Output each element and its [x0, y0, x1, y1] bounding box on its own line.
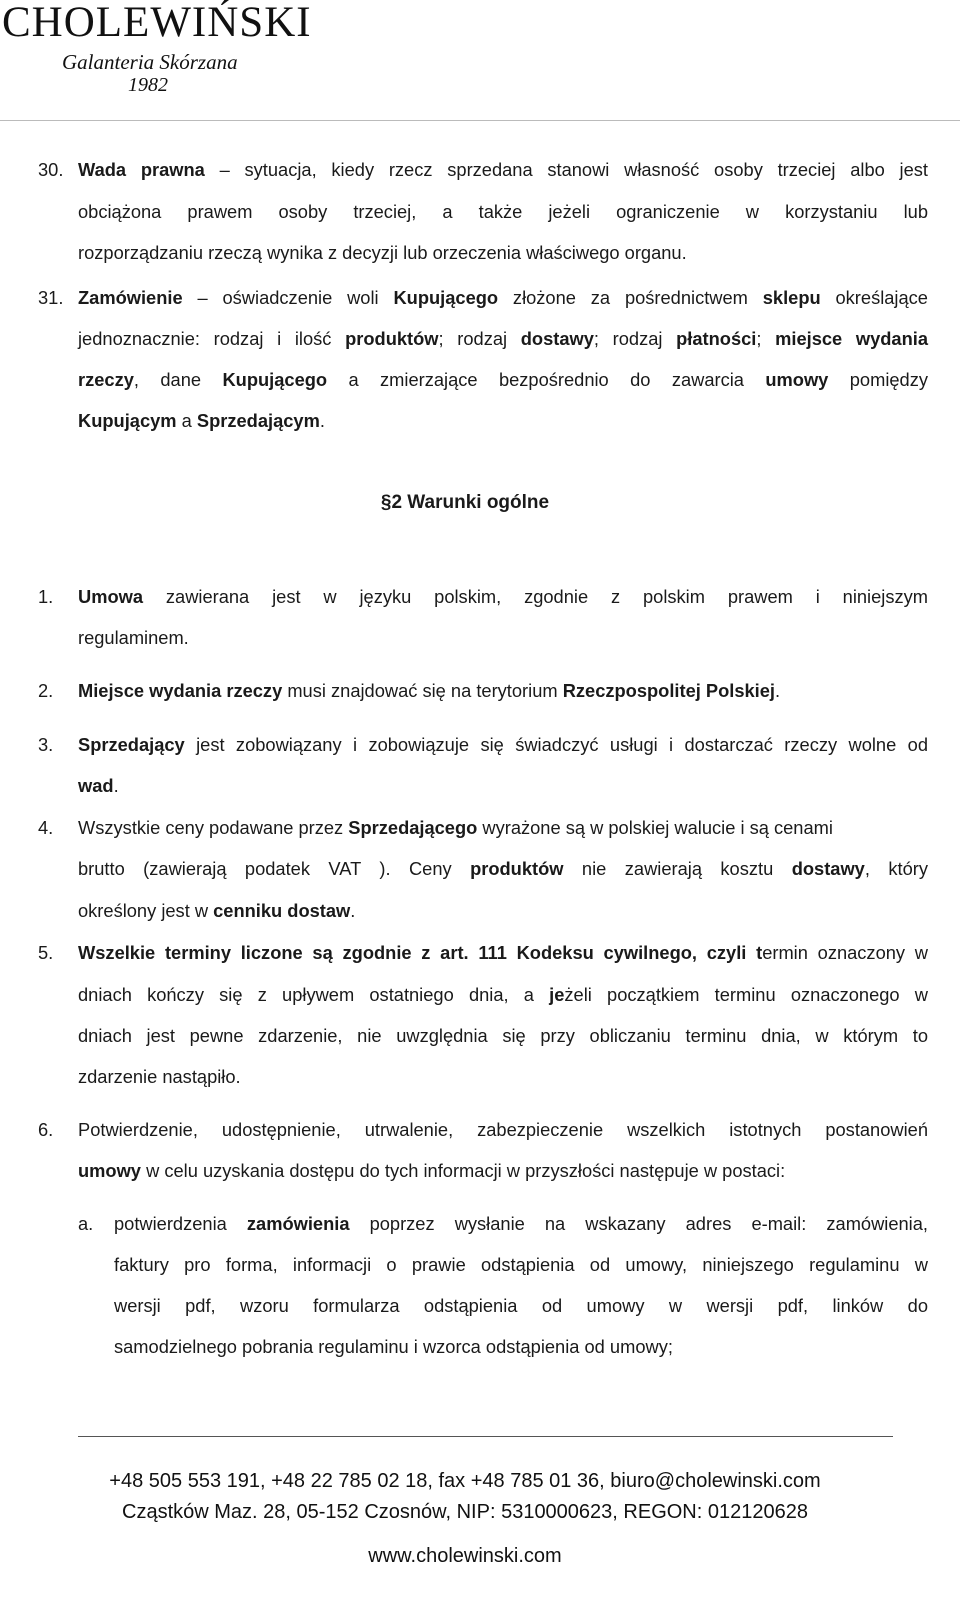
company-logo — [0, 0, 320, 100]
item-number: 1. — [38, 586, 54, 607]
text-line: Sprzedający jest zobowiązany i zobowiązuje się świadczyć usługi i dostarczać rzeczy wolne od — [78, 734, 928, 755]
text-line: faktury pro forma, informacji o prawie odstąpienia od umowy, niniejszego regulaminu w — [114, 1254, 928, 1275]
text-line: rzeczy, dane Kupującego a zmierzające bezpośrednio do zawarcia umowy pomiędzy — [78, 369, 928, 390]
item-number: 31. — [38, 287, 64, 308]
text-line: rozporządzaniu rzeczą wynika z decyzji lub orzeczenia właściwego organu. — [78, 242, 687, 263]
footer-address: Cząstków Maz. 28, 05-152 Czosnów, NIP: 5310000623, REGON: 012120628 — [122, 1501, 808, 1523]
text-line: Potwierdzenie, udostępnienie, utrwalenie, zabezpieczenie wszelkich istotnych postanowień — [78, 1119, 928, 1140]
text-line: określony jest w cenniku dostaw. — [78, 900, 356, 921]
logo-brand: CHOLEWIŃSKI — [2, 0, 312, 46]
section-title: §2 Warunki ogólne — [380, 492, 550, 513]
text-line: jednoznacznie: rodzaj i ilość produktów; rodzaj dostawy; rodzaj płatności; miejsce wydania — [78, 328, 929, 349]
text-line: zdarzenie nastąpiło. — [78, 1066, 241, 1087]
item-number: 2. — [38, 680, 54, 701]
logo-subtitle: Galanteria Skórzana — [62, 50, 238, 74]
item-number: 30. — [38, 159, 64, 180]
footer-contact: +48 505 553 191, +48 22 785 02 18, fax +48 785 01 36, biuro@cholewinski.com — [109, 1470, 821, 1492]
item-number: 6. — [38, 1119, 54, 1140]
text-line: umowy w celu uzyskania dostępu do tych informacji w przyszłości następuje w postaci: — [78, 1160, 786, 1181]
text-line: wad. — [78, 775, 119, 796]
text-line: dniach kończy się z upływem ostatniego dnia, a jeżeli początkiem terminu oznaczonego w — [78, 984, 928, 1005]
text-line: Miejsce wydania rzeczy musi znajdować się na terytorium Rzeczpospolitej Polskiej. — [78, 680, 781, 701]
footer-divider — [78, 1436, 893, 1437]
footer-website: www.cholewinski.com — [368, 1545, 562, 1567]
text-line: brutto (zawierają podatek VAT ). Ceny produktów nie zawierają kosztu dostawy, który — [78, 858, 928, 879]
text-line: regulaminem. — [78, 627, 189, 648]
text-line: Kupującym a Sprzedającym. — [78, 410, 325, 431]
logo-year: 1982 — [128, 74, 168, 96]
text-line: Zamówienie – oświadczenie woli Kupującego złożone za pośrednictwem sklepu określające — [78, 287, 928, 308]
text-line: potwierdzenia zamówienia poprzez wysłanie na wskazany adres e-mail: zamówienia, — [114, 1213, 928, 1234]
text-line: Wszystkie ceny podawane przez Sprzedającego wyrażone są w polskiej walucie i są cenami — [78, 817, 833, 838]
text-line: obciążona prawem osoby trzeciej, a także jeżeli ograniczenie w korzystaniu lub — [78, 201, 928, 222]
text-line: Umowa zawierana jest w języku polskim, zgodnie z polskim prawem i niniejszym — [78, 586, 928, 607]
text-line: Wszelkie terminy liczone są zgodnie z art. 111 Kodeksu cywilnego, czyli termin oznaczony w — [78, 942, 928, 963]
text-line: Wada prawna – sytuacja, kiedy rzecz sprzedana stanowi własność osoby trzeciej albo jest — [78, 159, 928, 180]
header-divider — [0, 120, 960, 121]
item-number: 3. — [38, 734, 54, 755]
item-number: 4. — [38, 817, 54, 838]
text-line: dniach jest pewne zdarzenie, nie uwzględnia się przy obliczaniu terminu dnia, w którym to — [78, 1025, 928, 1046]
text-line: samodzielnego pobrania regulaminu i wzorca odstąpienia od umowy; — [114, 1336, 673, 1357]
text-line: wersji pdf, wzoru formularza odstąpienia od umowy w wersji pdf, linków do — [114, 1295, 928, 1316]
item-number: 5. — [38, 942, 54, 963]
item-letter: a. — [78, 1213, 94, 1234]
